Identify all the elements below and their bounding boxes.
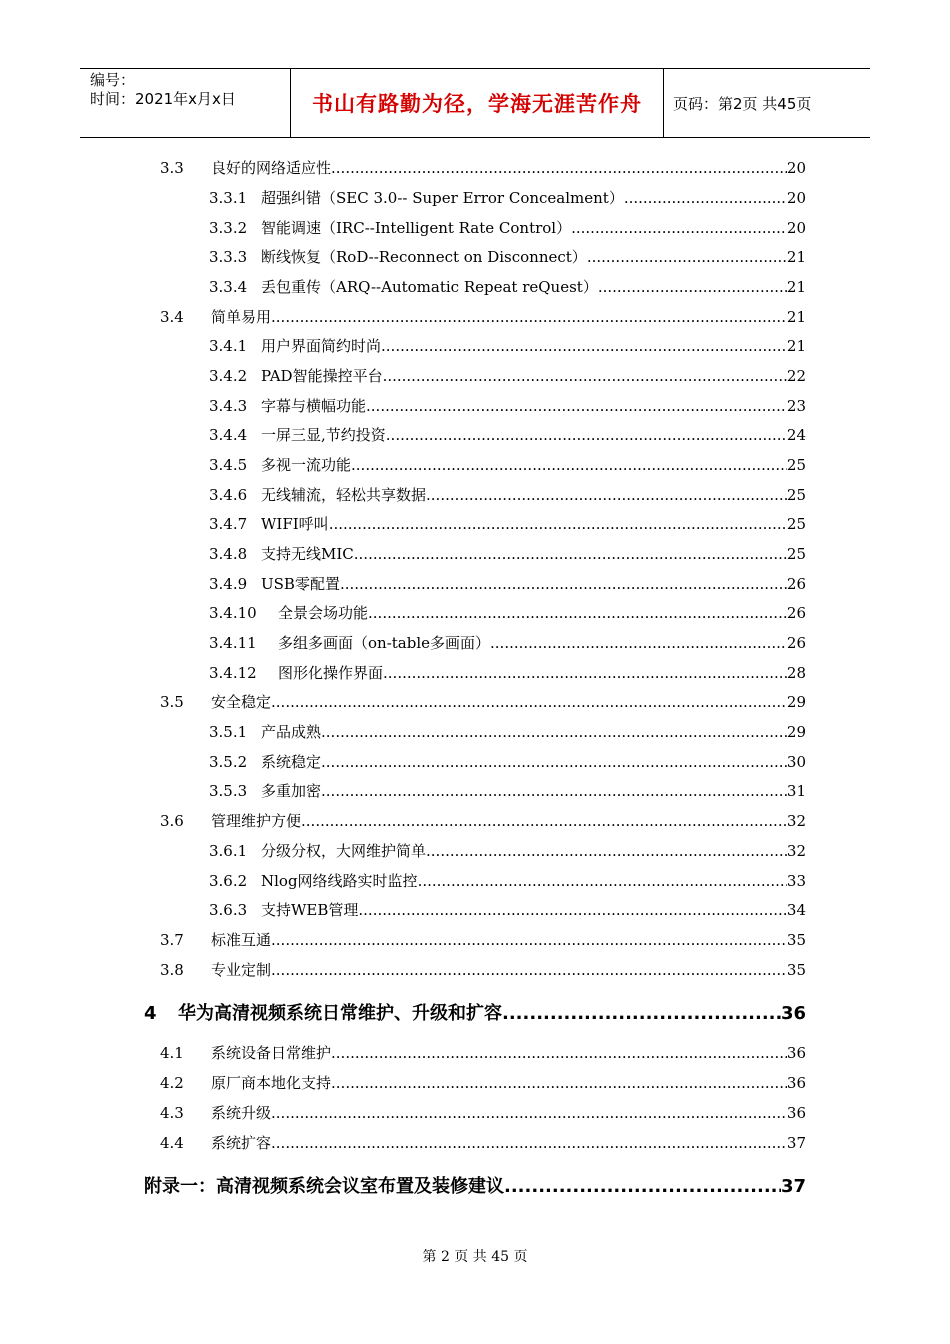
toc-entry-page: 25 bbox=[786, 545, 806, 563]
toc-dot-leader bbox=[329, 515, 787, 533]
toc-entry[interactable] bbox=[209, 217, 806, 239]
toc-dot-leader bbox=[502, 1003, 781, 1024]
toc-dot-leader bbox=[598, 278, 787, 296]
toc-entry-number: 3.3.1 bbox=[209, 189, 248, 207]
toc-entry-page: 25 bbox=[786, 515, 806, 533]
toc-entry[interactable] bbox=[209, 543, 806, 565]
toc-entry-number: 3.4 bbox=[160, 308, 184, 326]
toc-entry[interactable] bbox=[144, 1172, 806, 1197]
toc-entry-number: 3.4.7 bbox=[209, 515, 248, 533]
toc-entry-page: 21 bbox=[786, 278, 806, 296]
toc-entry[interactable] bbox=[209, 721, 806, 743]
toc-dot-leader bbox=[271, 693, 787, 711]
toc-dot-leader bbox=[301, 812, 787, 830]
toc-dot-leader bbox=[321, 782, 787, 800]
toc-entry[interactable] bbox=[209, 632, 806, 654]
toc-entry-page: 20 bbox=[786, 159, 806, 177]
toc-entry-title: 多组多画面（on-table多画面） bbox=[278, 634, 491, 652]
toc-entry[interactable] bbox=[209, 662, 806, 684]
toc-entry-page: 20 bbox=[786, 219, 806, 237]
toc-entry-page: 31 bbox=[786, 782, 806, 800]
toc-entry-number: 4.4 bbox=[160, 1134, 184, 1152]
toc-entry-title: 良好的网络适应性 bbox=[211, 159, 332, 177]
header-meta bbox=[80, 69, 291, 137]
toc-dot-leader bbox=[271, 931, 787, 949]
toc-entry-page: 32 bbox=[786, 842, 806, 860]
toc-entry-title: 多视一流功能 bbox=[261, 456, 352, 474]
toc-entry-page: 30 bbox=[786, 753, 806, 771]
toc-entry[interactable] bbox=[209, 187, 806, 209]
toc-entry[interactable] bbox=[160, 1102, 806, 1124]
toc-dot-leader bbox=[426, 842, 787, 860]
toc-entry-number: 3.4.6 bbox=[209, 486, 248, 504]
toc-dot-leader bbox=[366, 397, 787, 415]
toc-dot-leader bbox=[351, 456, 787, 474]
toc-dot-leader bbox=[418, 872, 787, 890]
toc-entry-page: 24 bbox=[786, 426, 806, 444]
toc-entry-title: 标准互通 bbox=[211, 931, 272, 949]
toc-entry[interactable] bbox=[209, 484, 806, 506]
toc-entry-page: 20 bbox=[786, 189, 806, 207]
toc-dot-leader bbox=[271, 308, 787, 326]
toc-entry-number: 3.4.2 bbox=[209, 367, 248, 385]
toc-dot-leader bbox=[321, 723, 787, 741]
toc-entry[interactable] bbox=[160, 1072, 806, 1094]
toc-entry[interactable] bbox=[160, 810, 806, 832]
toc-entry-page: 28 bbox=[786, 664, 806, 682]
toc-entry-title: 用户界面简约时尚 bbox=[261, 337, 382, 355]
toc-entry-title: WIFI呼叫 bbox=[261, 515, 329, 533]
toc-entry-page: 25 bbox=[786, 456, 806, 474]
toc-entry-page: 36 bbox=[786, 1074, 806, 1092]
toc-entry[interactable] bbox=[209, 870, 806, 892]
toc-entry[interactable] bbox=[160, 157, 806, 179]
toc-entry[interactable] bbox=[209, 899, 806, 921]
toc-entry-title: USB零配置 bbox=[261, 575, 340, 593]
toc-dot-leader bbox=[368, 604, 787, 622]
toc-entry-number: 3.3.4 bbox=[209, 278, 248, 296]
toc-entry-title: 多重加密 bbox=[261, 782, 322, 800]
time-label: 时间：2021年x月x日 bbox=[90, 90, 236, 108]
toc-entry[interactable] bbox=[209, 454, 806, 476]
toc-entry-page: 21 bbox=[786, 248, 806, 266]
toc-entry-page: 26 bbox=[786, 575, 806, 593]
toc-entry[interactable] bbox=[209, 573, 806, 595]
toc-entry-title: 简单易用 bbox=[211, 308, 272, 326]
toc-entry[interactable] bbox=[209, 751, 806, 773]
toc-entry-number: 3.3.2 bbox=[209, 219, 248, 237]
toc-entry-page: 21 bbox=[786, 337, 806, 355]
toc-dot-leader bbox=[426, 486, 787, 504]
toc-entry-number: 4 bbox=[144, 1003, 157, 1024]
toc-entry-page: 26 bbox=[786, 634, 806, 652]
toc-entry-number: 3.5.2 bbox=[209, 753, 248, 771]
toc-entry-title: 管理维护方便 bbox=[211, 812, 302, 830]
toc-entry-title: 分级分权，大网维护简单 bbox=[261, 842, 427, 860]
toc-entry-page: 33 bbox=[786, 872, 806, 890]
toc-entry-title: 图形化操作界面 bbox=[278, 664, 384, 682]
toc-entry-number: 3.4.5 bbox=[209, 456, 248, 474]
toc-dot-leader bbox=[271, 1104, 787, 1122]
toc-entry-number: 3.6.2 bbox=[209, 872, 248, 890]
toc-entry-title: 支持无线MIC bbox=[261, 545, 354, 563]
toc-entry-number: 3.4.1 bbox=[209, 337, 248, 355]
toc-entry-page: 29 bbox=[786, 693, 806, 711]
page-header bbox=[80, 68, 870, 138]
toc-entry-number: 3.4.8 bbox=[209, 545, 248, 563]
toc-entry-title: 支持WEB管理 bbox=[261, 901, 359, 919]
motto: 书山有路勤为径，学海无涯苦作舟 bbox=[291, 69, 664, 137]
toc-entry-page: 36 bbox=[786, 1104, 806, 1122]
toc-entry[interactable] bbox=[144, 999, 806, 1024]
toc-dot-leader bbox=[381, 337, 787, 355]
toc-dot-leader bbox=[354, 545, 787, 563]
toc-entry-title: 华为高清视频系统日常维护、升级和扩容 bbox=[178, 1003, 502, 1024]
toc-entry-page: 23 bbox=[786, 397, 806, 415]
toc-entry-title: 系统设备日常维护 bbox=[211, 1044, 332, 1062]
toc-entry[interactable] bbox=[209, 780, 806, 802]
toc-dot-leader bbox=[571, 219, 787, 237]
toc-entry-title: 系统扩容 bbox=[211, 1134, 272, 1152]
number-label: 编号： bbox=[90, 71, 136, 89]
toc-entry[interactable] bbox=[160, 1132, 806, 1154]
toc-entry[interactable] bbox=[209, 602, 806, 624]
toc-entry-page: 22 bbox=[786, 367, 806, 385]
toc-dot-leader bbox=[358, 901, 787, 919]
toc-dot-leader bbox=[587, 248, 787, 266]
toc-entry[interactable] bbox=[209, 335, 806, 357]
toc-entry-title: 原厂商本地化支持 bbox=[211, 1074, 332, 1092]
toc-entry[interactable] bbox=[160, 929, 806, 951]
toc-entry-page: 35 bbox=[786, 931, 806, 949]
toc-entry-title: 一屏三显,节约投资 bbox=[261, 426, 386, 444]
toc-entry-number: 4.1 bbox=[160, 1044, 184, 1062]
toc-entry-page: 29 bbox=[786, 723, 806, 741]
toc-entry-page: 34 bbox=[786, 901, 806, 919]
toc-entry-page: 32 bbox=[786, 812, 806, 830]
toc-entry-number: 3.4.11 bbox=[209, 634, 257, 652]
toc-entry-page: 25 bbox=[786, 486, 806, 504]
toc-entry-title: 断线恢复（RoD--Reconnect on Disconnect） bbox=[261, 248, 587, 266]
toc-entry-number: 3.5.3 bbox=[209, 782, 248, 800]
toc-entry-title: 超强纠错（SEC 3.0-- Super Error Concealment） bbox=[261, 189, 624, 207]
toc-entry-page: 37 bbox=[786, 1134, 806, 1152]
toc-entry[interactable] bbox=[209, 246, 806, 268]
toc-entry[interactable] bbox=[160, 691, 806, 713]
toc-entry-number: 3.6.1 bbox=[209, 842, 248, 860]
toc-entry-number: 3.5.1 bbox=[209, 723, 248, 741]
toc-entry-title: PAD智能操控平台 bbox=[261, 367, 383, 385]
toc-entry-number: 3.5 bbox=[160, 693, 184, 711]
toc-entry-title: 安全稳定 bbox=[211, 693, 272, 711]
toc-entry-page: 35 bbox=[786, 961, 806, 979]
toc-entry[interactable] bbox=[209, 840, 806, 862]
toc-dot-leader bbox=[383, 367, 787, 385]
toc-entry-number: 3.6 bbox=[160, 812, 184, 830]
toc-entry[interactable] bbox=[160, 959, 806, 981]
toc-dot-leader bbox=[504, 1176, 781, 1197]
toc-dot-leader bbox=[331, 159, 787, 177]
toc-entry[interactable] bbox=[160, 306, 806, 328]
toc-entry-number: 4.3 bbox=[160, 1104, 184, 1122]
toc-entry-number: 3.4.3 bbox=[209, 397, 248, 415]
toc-entry-number: 3.6.3 bbox=[209, 901, 248, 919]
page-footer: 第 2 页 共 45 页 bbox=[422, 1249, 528, 1265]
toc-entry-page: 36 bbox=[780, 1003, 806, 1024]
toc-entry-title: 丢包重传（ARQ--Automatic Repeat reQuest） bbox=[261, 278, 598, 296]
toc-dot-leader bbox=[340, 575, 787, 593]
toc-dot-leader bbox=[386, 426, 787, 444]
toc-entry-number: 3.7 bbox=[160, 931, 184, 949]
toc-entry-title: 附录一：高清视频系统会议室布置及装修建议 bbox=[144, 1176, 504, 1197]
toc-entry-title: 系统升级 bbox=[211, 1104, 272, 1122]
toc-entry[interactable] bbox=[209, 513, 806, 535]
toc-entry[interactable] bbox=[209, 395, 806, 417]
toc-entry-title: 全景会场功能 bbox=[278, 604, 369, 622]
toc-dot-leader bbox=[331, 1074, 787, 1092]
toc-entry[interactable] bbox=[209, 424, 806, 446]
toc-entry-number: 4.2 bbox=[160, 1074, 184, 1092]
toc-entry-page: 37 bbox=[780, 1176, 806, 1197]
toc-entry-title: 无线辅流，轻松共享数据 bbox=[261, 486, 427, 504]
toc-entry-page: 21 bbox=[786, 308, 806, 326]
toc-entry-title: 产品成熟 bbox=[261, 723, 322, 741]
toc-dot-leader bbox=[624, 189, 787, 207]
toc-entry-title: 专业定制 bbox=[211, 961, 272, 979]
toc-entry-number: 3.4.9 bbox=[209, 575, 248, 593]
toc-dot-leader bbox=[383, 664, 787, 682]
toc-entry[interactable] bbox=[209, 276, 806, 298]
toc-entry-number: 3.4.4 bbox=[209, 426, 248, 444]
toc-entry-title: Nlog网络线路实时监控 bbox=[261, 872, 418, 890]
toc-dot-leader bbox=[271, 1134, 787, 1152]
toc-entry-number: 3.4.12 bbox=[209, 664, 257, 682]
toc-entry-title: 字幕与横幅功能 bbox=[261, 397, 367, 415]
toc-entry-page: 36 bbox=[786, 1044, 806, 1062]
toc-dot-leader bbox=[331, 1044, 787, 1062]
toc-dot-leader bbox=[271, 961, 787, 979]
toc-entry-title: 智能调速（IRC--Intelligent Rate Control） bbox=[261, 219, 572, 237]
toc-dot-leader bbox=[321, 753, 787, 771]
toc-entry-number: 3.3.3 bbox=[209, 248, 248, 266]
page-info: 页码：第2页 共45页 bbox=[673, 94, 812, 113]
toc-entry-page: 26 bbox=[786, 604, 806, 622]
toc-entry[interactable] bbox=[160, 1042, 806, 1064]
toc-dot-leader bbox=[490, 634, 787, 652]
toc-entry-number: 3.4.10 bbox=[209, 604, 257, 622]
toc-entry[interactable] bbox=[209, 365, 806, 387]
toc-entry-number: 3.3 bbox=[160, 159, 184, 177]
toc-entry-number: 3.8 bbox=[160, 961, 184, 979]
toc-entry-title: 系统稳定 bbox=[261, 753, 322, 771]
